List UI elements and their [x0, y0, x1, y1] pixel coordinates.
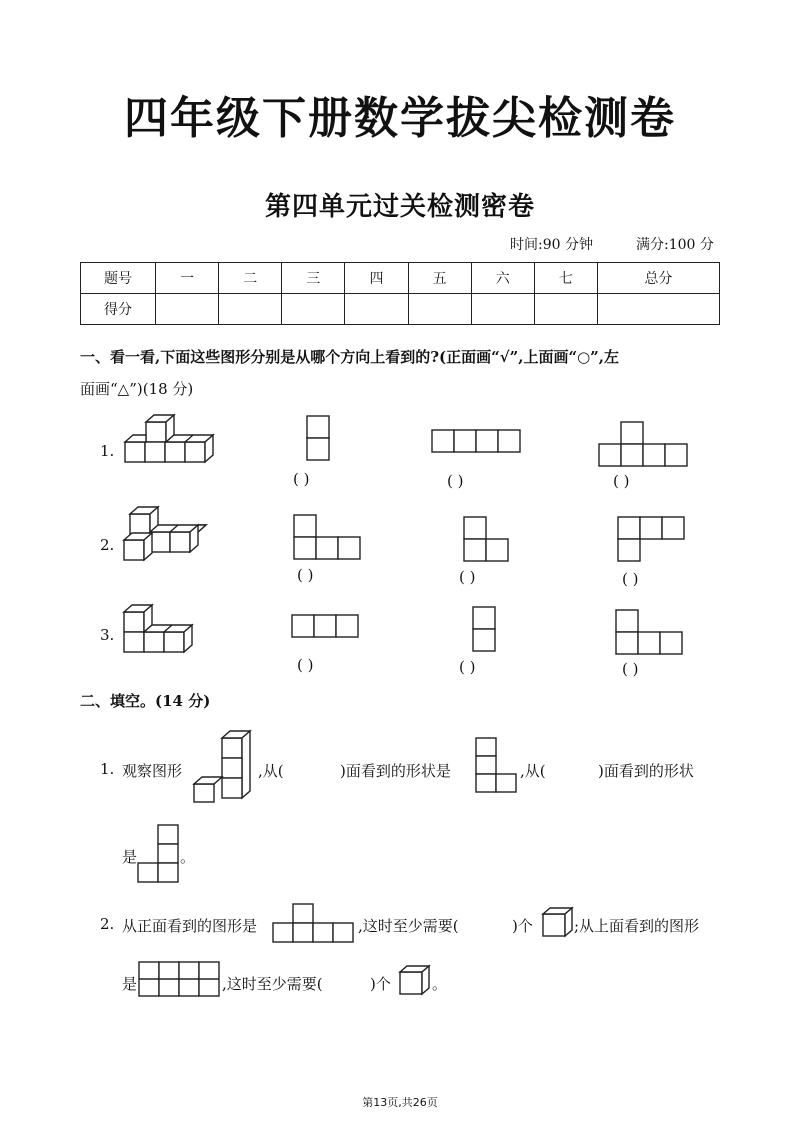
fill-q2-top-view-shape: [137, 960, 223, 1000]
cube-icon: [541, 906, 575, 940]
fill-q2-text: )个: [370, 975, 391, 993]
q1-view-c: [597, 420, 689, 468]
q1-number: 1.: [100, 442, 115, 460]
answer-paren[interactable]: ( ): [459, 658, 476, 676]
score-row-label: 得分: [81, 294, 156, 325]
answer-paren[interactable]: ( ): [622, 570, 639, 588]
fill-q2-front-view-shape: [271, 902, 359, 946]
score-cell[interactable]: [597, 294, 719, 325]
score-cell[interactable]: [471, 294, 534, 325]
fill-q1-text: ,从(: [258, 762, 284, 780]
q3-number: 3.: [100, 626, 115, 644]
q2-solid-figure: [118, 502, 218, 568]
score-cell[interactable]: [219, 294, 282, 325]
q3-solid-figure: [118, 598, 202, 660]
answer-paren[interactable]: ( ): [297, 566, 314, 584]
answer-paren[interactable]: ( ): [293, 470, 310, 488]
fill-q2-text: ,这时至少需要(: [358, 917, 459, 935]
fill-q1-text: )面看到的形状是: [340, 762, 451, 780]
q1-solid-figure: [118, 408, 228, 468]
q3-view-c: [614, 608, 686, 656]
score-cell[interactable]: [156, 294, 219, 325]
header-cell: 五: [408, 263, 471, 294]
score-cell[interactable]: [345, 294, 408, 325]
cube-icon: [398, 964, 432, 998]
q1-view-b: [430, 428, 522, 454]
header-cell: 七: [534, 263, 597, 294]
answer-paren[interactable]: ( ): [447, 472, 464, 490]
full-score: 满分:100 分: [636, 237, 714, 253]
score-table-header-row: [81, 263, 720, 294]
fill-q2-number: 2.: [100, 915, 115, 933]
section1-instruction-line2: 面画“△”)(18 分): [80, 380, 194, 398]
fill-q1-solid-figure: [190, 726, 258, 806]
fill-q2-text: 是: [122, 975, 138, 993]
answer-paren[interactable]: ( ): [297, 656, 314, 674]
header-cell: 四: [345, 263, 408, 294]
header-cell: 总分: [597, 263, 719, 294]
header-cell: 三: [282, 263, 345, 294]
fill-q2-text: )个: [512, 917, 533, 935]
fill-q1-text: )面看到的形状: [598, 762, 694, 780]
fill-q1-text: 是: [122, 848, 138, 866]
header-cell: 一: [156, 263, 219, 294]
fill-q2-text: ,这时至少需要(: [222, 975, 323, 993]
fill-q1-number: 1.: [100, 760, 115, 778]
exam-subtitle: 第四单元过关检测密卷: [264, 192, 535, 222]
answer-paren[interactable]: ( ): [622, 660, 639, 678]
header-cell: 六: [471, 263, 534, 294]
score-cell[interactable]: [534, 294, 597, 325]
q2-view-a: [292, 513, 362, 561]
fill-q1-text: 。: [180, 848, 196, 866]
page-number: 第13页,共26页: [362, 1096, 438, 1109]
q3-view-b: [471, 605, 499, 653]
q3-view-a: [290, 613, 360, 639]
fill-q2-text: 从正面看到的图形是: [122, 917, 258, 935]
q2-view-c: [616, 515, 686, 563]
q2-view-b: [462, 515, 510, 563]
header-cell: 二: [219, 263, 282, 294]
fill-q1-view-shape-1: [474, 736, 522, 796]
section1-instruction-line1: 一、看一看,下面这些图形分别是从哪个方向上看到的?(正面画“√”,上面画“○”,左: [80, 348, 620, 366]
q1-view-a: [305, 414, 335, 462]
q2-number: 2.: [100, 536, 115, 554]
answer-paren[interactable]: ( ): [459, 568, 476, 586]
fill-q2-text: 。: [432, 975, 448, 993]
fill-q2-text: ;从上面看到的图形: [574, 917, 700, 935]
page-title: 四年级下册数学拔尖检测卷: [124, 93, 676, 144]
score-table: [80, 262, 720, 325]
score-table-score-row: [81, 294, 720, 325]
score-cell[interactable]: [282, 294, 345, 325]
answer-paren[interactable]: ( ): [613, 472, 630, 490]
score-cell[interactable]: [408, 294, 471, 325]
time-limit: 时间:90 分钟: [510, 237, 593, 253]
header-cell: 题号: [81, 263, 156, 294]
section2-header: 二、填空。(14 分): [80, 692, 211, 710]
fill-q1-text: 观察图形: [122, 762, 183, 780]
fill-q1-view-shape-2: [136, 823, 184, 885]
fill-q1-text: ,从(: [520, 762, 546, 780]
